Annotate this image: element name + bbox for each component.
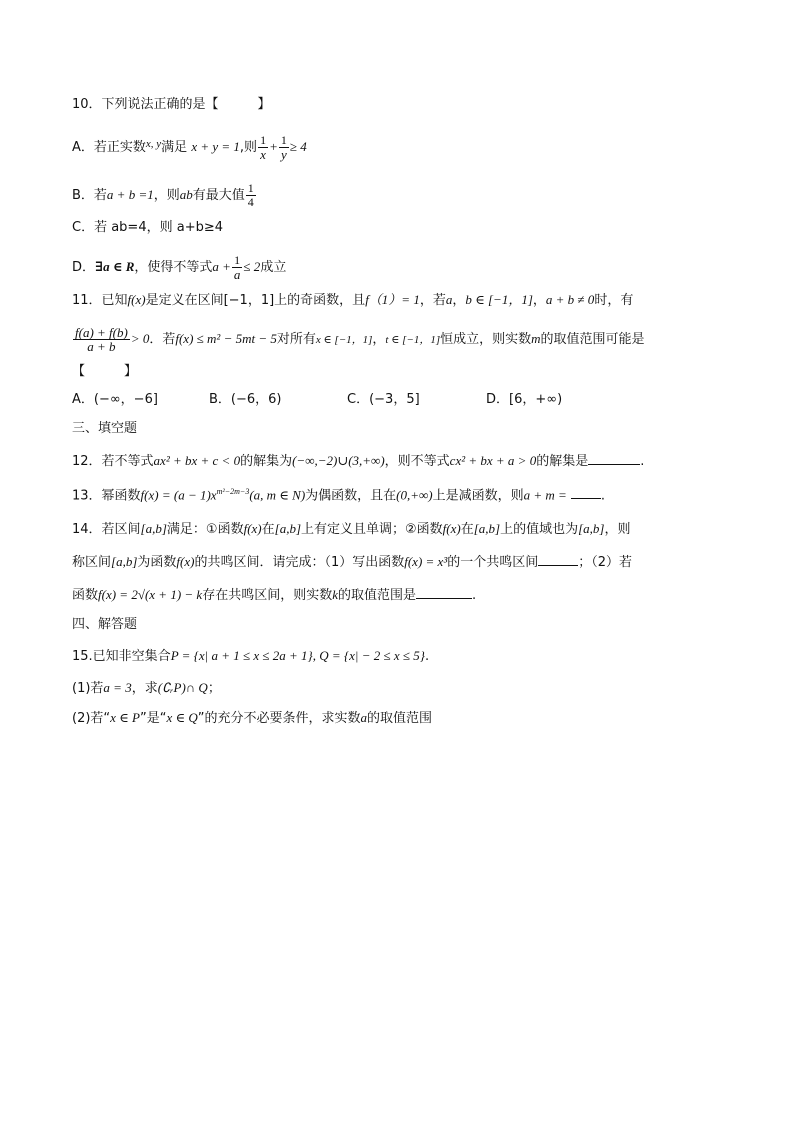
q11-option-c: C．(−3，5] xyxy=(347,392,420,407)
section-fill-in-heading: 三、填空题 xyxy=(72,421,138,436)
q10-option-d: D．∃a ∈ R，使得不等式a + $\frac{1}{a}$ ≤ 2成立 xyxy=(72,253,287,282)
q10-option-c: C．若 ab=4，则 a+b≥4 xyxy=(72,220,223,235)
q15-part2: (2)若“x ∈ P”是“x ∈ Q”的充分不必要条件，求实数a的取值范围 xyxy=(72,710,433,726)
q11-option-a: A．(−∞，−6] xyxy=(72,392,158,407)
q13: 13．幂函数$f(x) = (a - 1)x^{m^2-2m-3}(a$, m ∈ N)为偶函数，且在(0,+∞)上是减函数，则a + m = . xyxy=(72,487,605,504)
q10-option-b: B．若a + b =1，则ab有最大值 $\frac{1}{4}$ xyxy=(72,181,254,209)
q11-option-d: D．[6，+∞) xyxy=(486,392,563,407)
q10-stem: 10．下列说法正确的是【 】 xyxy=(72,97,271,112)
q14-line1: 14．若区间[a,b]满足：①函数f(x)在[a,b]上有定义且单调；②函数f(x)在[a,b]上的值域也为[a,b]，则 xyxy=(72,521,631,537)
q15-stem: 15.已知非空集合P = {x| a + 1 ≤ x ≤ 2a + 1}, Q = {x| − 2 ≤ x ≤ 5}. xyxy=(72,648,430,664)
q11-answer-bracket: 【 】 xyxy=(72,364,138,379)
q13-answer-blank xyxy=(571,486,601,499)
q15-part1: (1)若a = 3，求(∁ᵣP)∩ Q； xyxy=(72,680,221,696)
q14-line2: 称区间[a,b]为函数f(x)的共鸣区间．请完成：（1）写出函数f(x) = x³的一个共鸣区间 ；（2）若 xyxy=(72,554,633,570)
q11-line2: $\frac{f(a) + f(b)}{a + b}$ > 0．若f(x) ≤ m² − 5mt − 5对所有x ∈ [−1，1]，t ∈ [−1，1]恒成立，则实数m的取值范围可能是 xyxy=(75,325,645,354)
q14-answer-blank-1 xyxy=(538,553,578,566)
q12-answer-blank xyxy=(588,452,640,465)
q14-answer-blank-2 xyxy=(416,586,472,599)
q14-line3: 函数f(x) = 2√(x + 1) − k存在共鸣区间，则实数k的取值范围是 . xyxy=(72,587,477,603)
q12: 12．若不等式ax² + bx + c < 0的解集为(−∞,−2)∪(3,+∞)，则不等式cx² + bx + a > 0的解集是 . xyxy=(72,453,645,469)
section-answer-heading: 四、解答题 xyxy=(72,617,138,632)
q10-option-a: A．若正实数$^{x, y}$满足 x + y = 1,则 $\frac{1}{x}$ + $\frac{1}{y}$ ≥ 4 xyxy=(72,133,307,162)
q11-option-b: B．(−6，6) xyxy=(209,392,282,407)
q11-line1: 11．已知f(x)是定义在区间[−1，1]上的奇函数，且f（1）= 1，若a，b ∈ [−1，1]，a + b ≠ 0时，有 xyxy=(72,292,634,308)
